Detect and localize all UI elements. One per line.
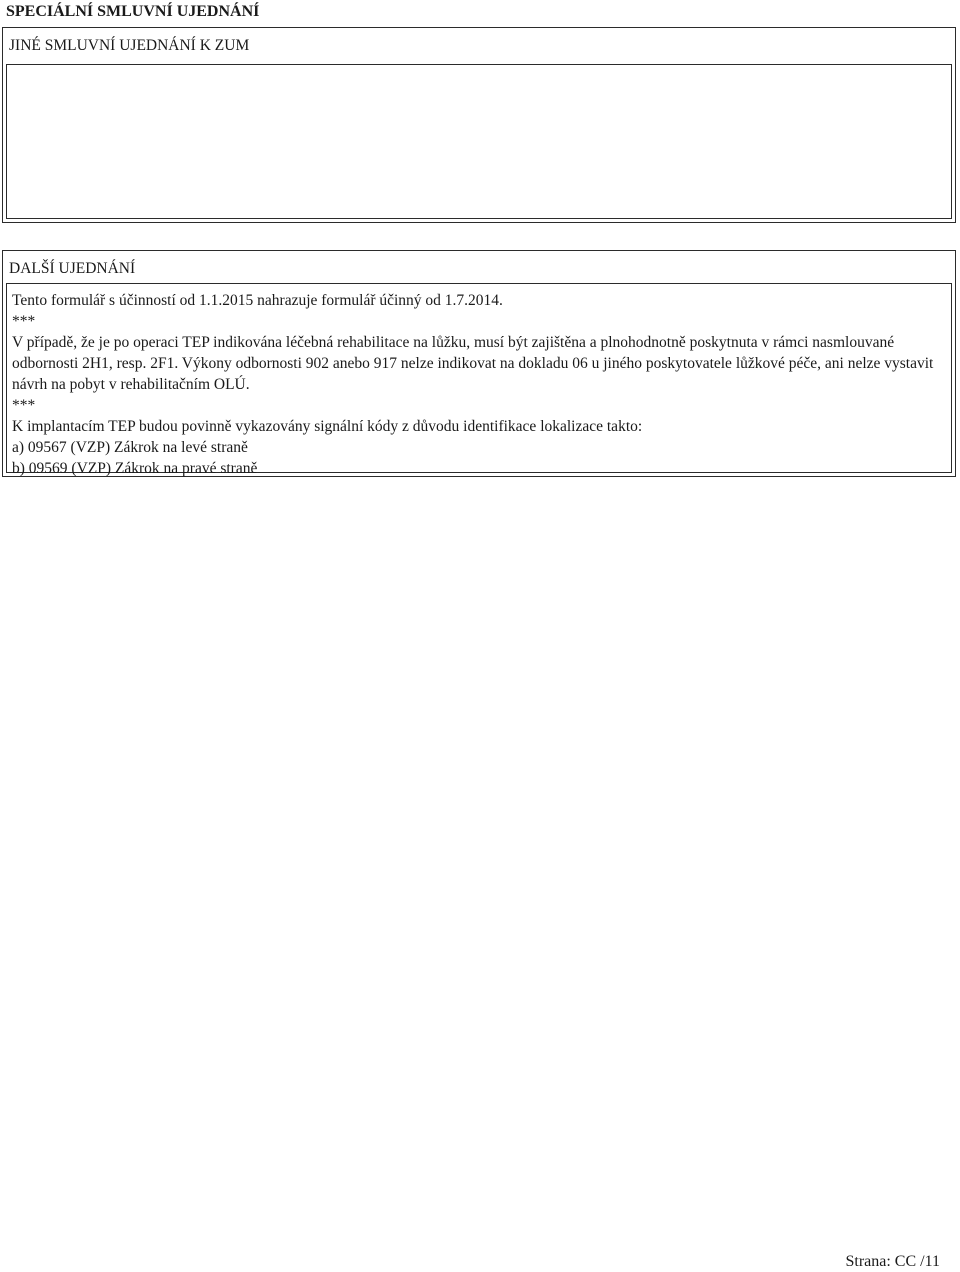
validity-note: Tento formulář s účinností od 1.1.2015 nahrazuje formulář účinný od 1.7.2014. (12, 292, 503, 309)
further-agreement-title: DALŠÍ UJEDNÁNÍ (9, 260, 136, 277)
other-agreement-zum-content-area (6, 64, 952, 219)
separator-asterisks: *** (12, 313, 36, 330)
section-heading: SPECIÁLNÍ SMLUVNÍ UJEDNÁNÍ (6, 3, 260, 20)
further-agreement-text (12, 290, 942, 479)
rehabilitation-paragraph: V případě, že je po operaci TEP indikována léčebná rehabilitace na lůžku, musí být zajištěna a plnohodnotně poskytnuta v rámci nasmlouvané odbornosti 2H1, resp. 2F1. Výkony odbornosti 902 anebo 917 nelze indikovat na dokladu 06 u jiného poskytovatele lůžkové péče, ani nelze vystavit návrh na pobyt v rehabilitačním OLÚ. (12, 334, 934, 393)
signal-code-right: b) 09569 (VZP) Zákrok na pravé straně (12, 460, 258, 477)
other-agreement-zum-box (2, 27, 956, 223)
further-agreement-content-area (6, 283, 952, 477)
signal-code-left: a) 09567 (VZP) Zákrok na levé straně (12, 439, 248, 456)
other-agreement-zum-title: JINÉ SMLUVNÍ UJEDNÁNÍ K ZUM (9, 37, 250, 54)
signal-codes-intro: K implantacím TEP budou povinně vykazovány signální kódy z důvodu identifikace lokalizace takto: (12, 418, 643, 435)
further-agreement-box (2, 250, 956, 477)
separator-asterisks: *** (12, 397, 36, 414)
page-number: Strana: CC /11 (845, 1253, 940, 1270)
